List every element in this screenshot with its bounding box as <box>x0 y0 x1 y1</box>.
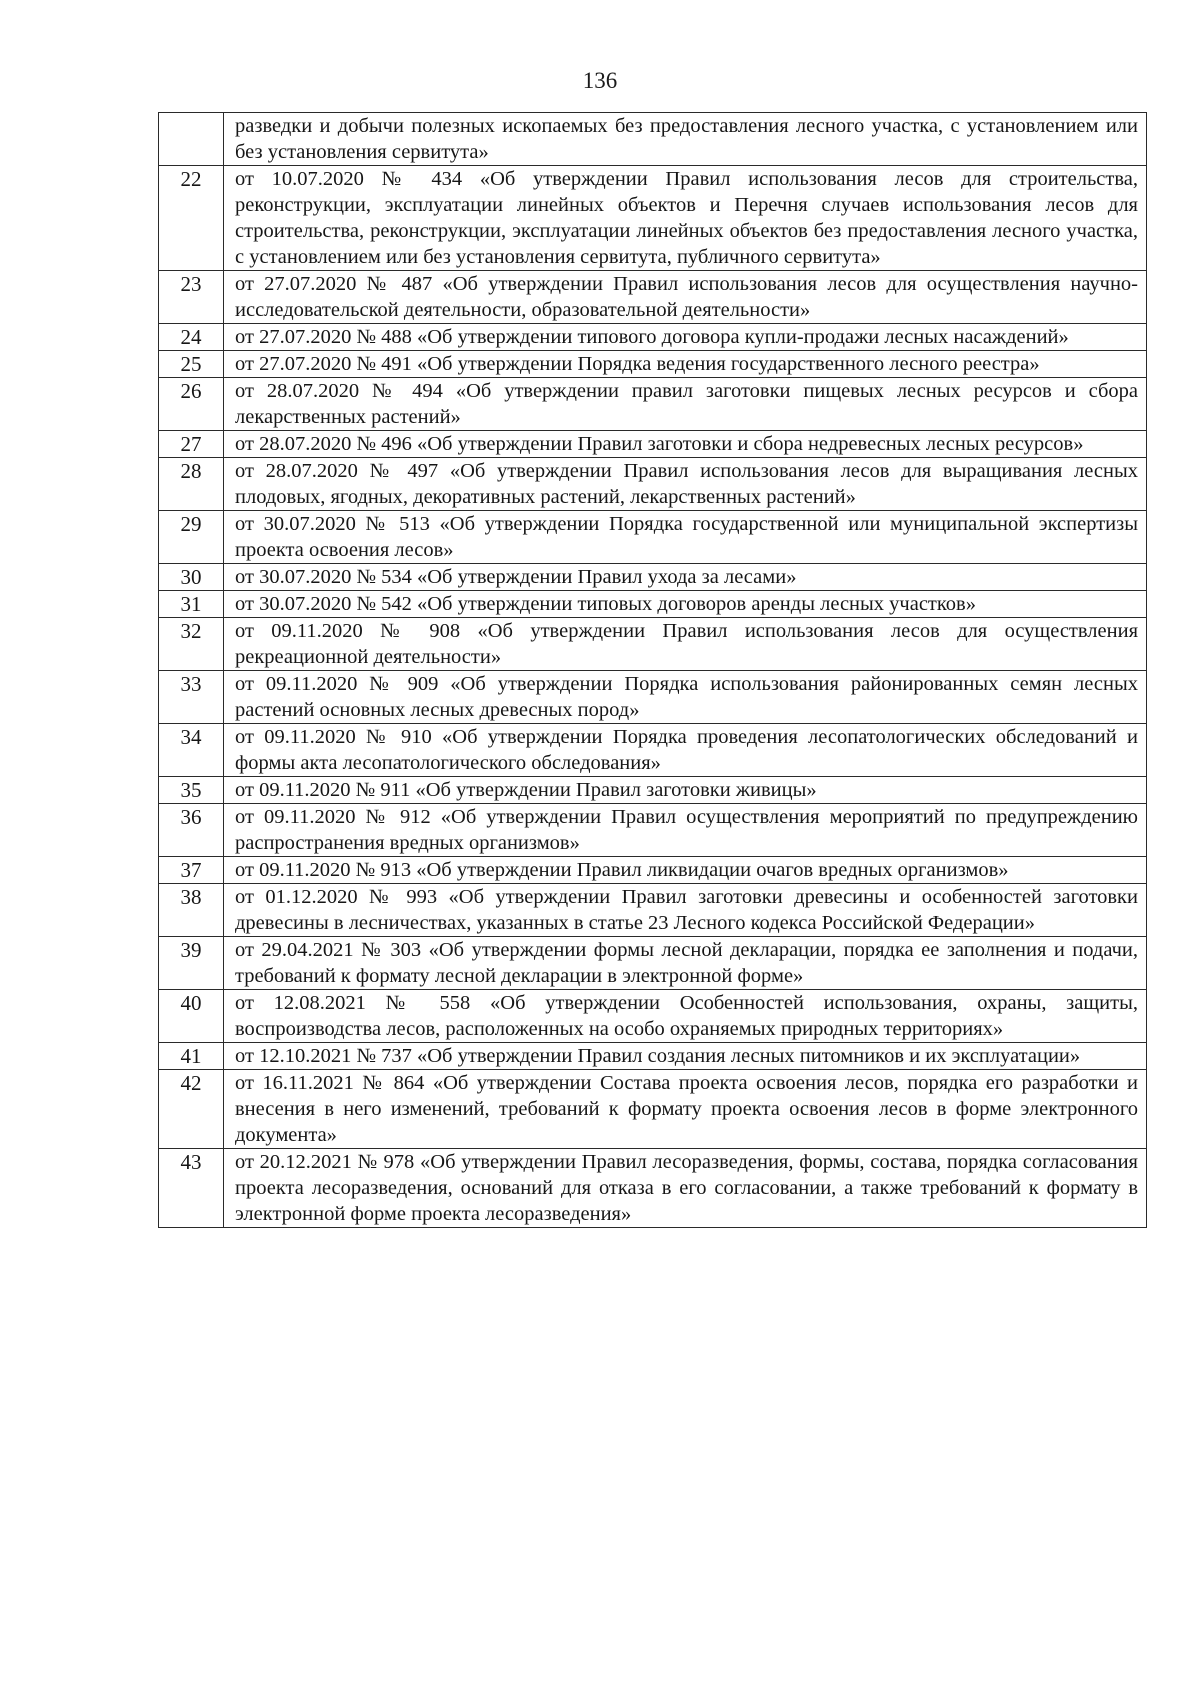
table-row <box>159 884 1147 937</box>
legal-act-description: от 10.07.2020 № 434 «Об утверждении Правил использования лесов для строительства, реконструкции, эксплуатации линейных объектов и Перечня случаев использования лесов для строительства, реконструкции, эксплуатации линейных объектов без предоставления лесного участка, с установлением или без установления сервитута, публичного сервитута» <box>224 166 1147 271</box>
legal-act-description: от 09.11.2020 № 910 «Об утверждении Порядка проведения лесопатологических обследований и формы акта лесопатологического обследования» <box>224 724 1147 777</box>
table-row <box>159 937 1147 990</box>
legal-act-description: от 27.07.2020 № 487 «Об утверждении Правил использования лесов для осуществления научно-исследовательской деятельности, образовательной деятельности» <box>224 271 1147 324</box>
legal-act-description: от 12.10.2021 № 737 «Об утверждении Правил создания лесных питомников и их эксплуатации» <box>224 1043 1147 1070</box>
legal-act-description: от 30.07.2020 № 542 «Об утверждении типовых договоров аренды лесных участков» <box>224 591 1147 618</box>
row-number: 30 <box>159 564 224 591</box>
table-row <box>159 990 1147 1043</box>
legal-act-description: от 09.11.2020 № 911 «Об утверждении Правил заготовки живицы» <box>224 777 1147 804</box>
legal-act-description: от 20.12.2021 № 978 «Об утверждении Правил лесоразведения, формы, состава, порядка согласования проекта лесоразведения, оснований для отказа в его согласовании, а также требований к формату в электронной форме проекта лесоразведения» <box>224 1149 1147 1228</box>
row-number: 36 <box>159 804 224 857</box>
table-row <box>159 431 1147 458</box>
table-row <box>159 511 1147 564</box>
table-row <box>159 1149 1147 1228</box>
table-row <box>159 777 1147 804</box>
row-number: 31 <box>159 591 224 618</box>
row-number: 29 <box>159 511 224 564</box>
row-number: 34 <box>159 724 224 777</box>
table-row <box>159 324 1147 351</box>
row-number: 28 <box>159 458 224 511</box>
row-number: 33 <box>159 671 224 724</box>
table-row <box>159 591 1147 618</box>
legal-act-description: от 28.07.2020 № 497 «Об утверждении Правил использования лесов для выращивания лесных плодовых, ягодных, декоративных растений, лекарственных растений» <box>224 458 1147 511</box>
row-number: 38 <box>159 884 224 937</box>
row-number: 25 <box>159 351 224 378</box>
table-row <box>159 351 1147 378</box>
table-row <box>159 671 1147 724</box>
table-body <box>159 113 1147 1228</box>
table-row <box>159 271 1147 324</box>
table-row <box>159 857 1147 884</box>
table-row <box>159 113 1147 166</box>
row-number: 42 <box>159 1070 224 1149</box>
row-number: 41 <box>159 1043 224 1070</box>
legal-act-description: от 09.11.2020 № 909 «Об утверждении Порядка использования районированных семян лесных растений основных лесных древесных пород» <box>224 671 1147 724</box>
table-row <box>159 458 1147 511</box>
legal-act-description: от 28.07.2020 № 496 «Об утверждении Правил заготовки и сбора недревесных лесных ресурсов» <box>224 431 1147 458</box>
row-number <box>159 113 224 166</box>
row-number: 23 <box>159 271 224 324</box>
legal-act-description: от 30.07.2020 № 534 «Об утверждении Правил ухода за лесами» <box>224 564 1147 591</box>
table-row <box>159 804 1147 857</box>
legal-act-description: разведки и добычи полезных ископаемых без предоставления лесного участка, с установлением или без установления сервитута» <box>224 113 1147 166</box>
legal-act-description: от 09.11.2020 № 908 «Об утверждении Правил использования лесов для осуществления рекреационной деятельности» <box>224 618 1147 671</box>
legal-act-description: от 30.07.2020 № 513 «Об утверждении Порядка государственной или муниципальной экспертизы проекта освоения лесов» <box>224 511 1147 564</box>
row-number: 27 <box>159 431 224 458</box>
row-number: 26 <box>159 378 224 431</box>
legal-acts-table <box>158 112 1147 1228</box>
legal-acts-table-container <box>158 112 1146 1228</box>
row-number: 35 <box>159 777 224 804</box>
row-number: 37 <box>159 857 224 884</box>
table-row <box>159 1043 1147 1070</box>
table-row <box>159 724 1147 777</box>
table-row <box>159 564 1147 591</box>
legal-act-description: от 12.08.2021 № 558 «Об утверждении Особенностей использования, охраны, защиты, воспроизводства лесов, расположенных на особо охраняемых природных территориях» <box>224 990 1147 1043</box>
legal-act-description: от 01.12.2020 № 993 «Об утверждении Правил заготовки древесины и особенностей заготовки древесины в лесничествах, указанных в статье 23 Лесного кодекса Российской Федерации» <box>224 884 1147 937</box>
legal-act-description: от 27.07.2020 № 491 «Об утверждении Порядка ведения государственного лесного реестра» <box>224 351 1147 378</box>
table-row <box>159 618 1147 671</box>
table-row <box>159 166 1147 271</box>
row-number: 39 <box>159 937 224 990</box>
legal-act-description: от 27.07.2020 № 488 «Об утверждении типового договора купли-продажи лесных насаждений» <box>224 324 1147 351</box>
row-number: 24 <box>159 324 224 351</box>
page-number: 136 <box>582 68 618 93</box>
table-row <box>159 1070 1147 1149</box>
legal-act-description: от 28.07.2020 № 494 «Об утверждении правил заготовки пищевых лесных ресурсов и сбора лекарственных растений» <box>224 378 1147 431</box>
legal-act-description: от 29.04.2021 № 303 «Об утверждении формы лесной декларации, порядка ее заполнения и подачи, требований к формату лесной декларации в электронной форме» <box>224 937 1147 990</box>
row-number: 40 <box>159 990 224 1043</box>
row-number: 22 <box>159 166 224 271</box>
legal-act-description: от 09.11.2020 № 913 «Об утверждении Правил ликвидации очагов вредных организмов» <box>224 857 1147 884</box>
table-row <box>159 378 1147 431</box>
row-number: 32 <box>159 618 224 671</box>
legal-act-description: от 09.11.2020 № 912 «Об утверждении Правил осуществления мероприятий по предупреждению распространения вредных организмов» <box>224 804 1147 857</box>
row-number: 43 <box>159 1149 224 1228</box>
legal-act-description: от 16.11.2021 № 864 «Об утверждении Состава проекта освоения лесов, порядка его разработки и внесения в него изменений, требований к формату проекта освоения лесов в форме электронного документа» <box>224 1070 1147 1149</box>
